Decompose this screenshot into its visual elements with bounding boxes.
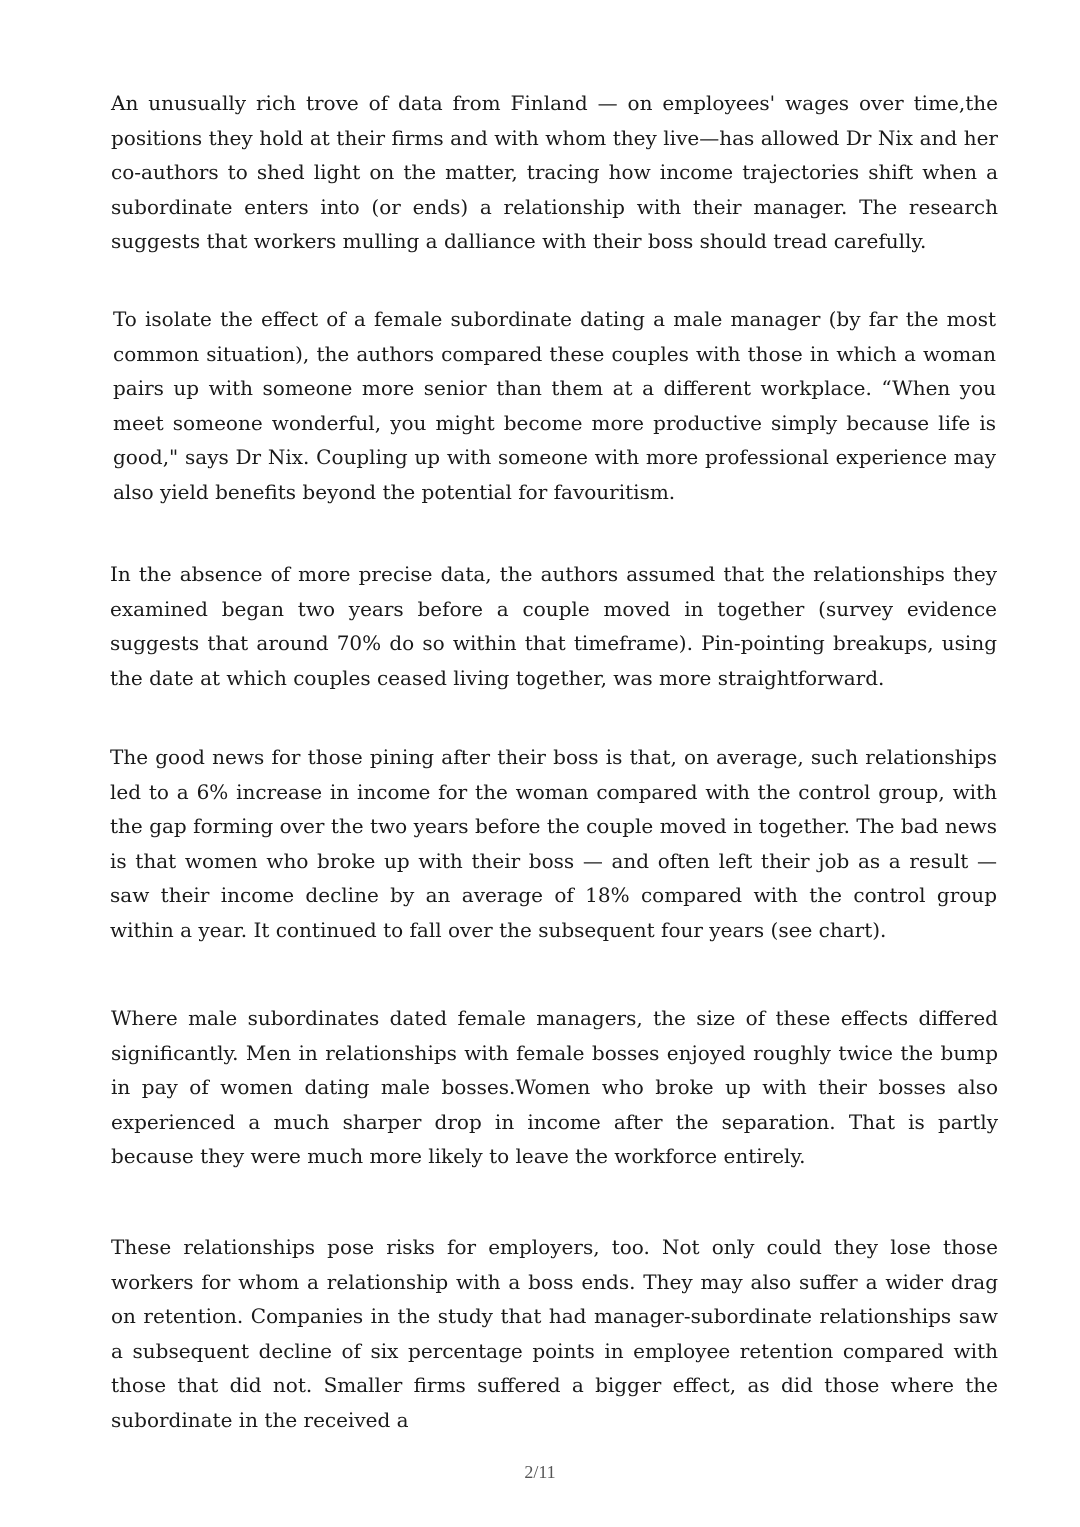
paragraph-absence-of-data: In the absence of more precise data, the authors assumed that the relationships they examined began two years before a couple moved in together (survey evidence suggests that around 70% do so within that timeframe). Pin-pointing breakups, using the date at which couples ceased living together, was more straightforward. — [110, 562, 997, 690]
page-number: 2/11 — [524, 1462, 556, 1482]
paragraph-isolate-effect: To isolate the effect of a female subordinate dating a male manager (by far the most common situation), the authors compared these couples with those in which a woman pairs up with someone more senior than them at a different workplace. “When you meet someone wonderful, you might become more productive simply because life is good," says Dr Nix. Coupling up with someone with more professional experience may also yield benefits beyond the potential for favouritism. — [113, 307, 996, 504]
paragraph-employer-risks: These relationships pose risks for employers, too. Not only could they lose those workers for whom a relationship with a boss ends. They may also suffer a wider drag on retention. Companies in the study that had manager-subordinate relationships saw a subsequent decline of six percentage points in employee retention compared with those that did not. Smaller firms suffered a bigger effect, as did those where the subordinate in the received a — [111, 1235, 998, 1432]
paragraph-male-subordinates: Where male subordinates dated female managers, the size of these effects differed significantly. Men in relationships with female bosses enjoyed roughly twice the bump in pay of women dating male bosses.Women who broke up with their bosses also experienced a much sharper drop in income after the separation. That is partly because they were much more likely to leave the workforce entirely. — [111, 1006, 998, 1169]
paragraph-finland-data: An unusually rich trove of data from Finland — on employees' wages over time,the positions they hold at their firms and with whom they live—has allowed Dr Nix and her co-authors to shed light on the matter, tracing how income trajectories shift when a subordinate enters into (or ends) a relationship with their manager. The research suggests that workers mulling a dalliance with their boss should tread carefully. — [111, 91, 998, 254]
paragraph-good-news-bad-news: The good news for those pining after their boss is that, on average, such relationships led to a 6% increase in income for the woman compared with the control group, with the gap forming over the two years before the couple moved in together. The bad news is that women who broke up with their boss — and often left their job as a result — saw their income decline by an average of 18% compared with the control group within a year. It continued to fall over the subsequent four years (see chart). — [110, 745, 997, 942]
